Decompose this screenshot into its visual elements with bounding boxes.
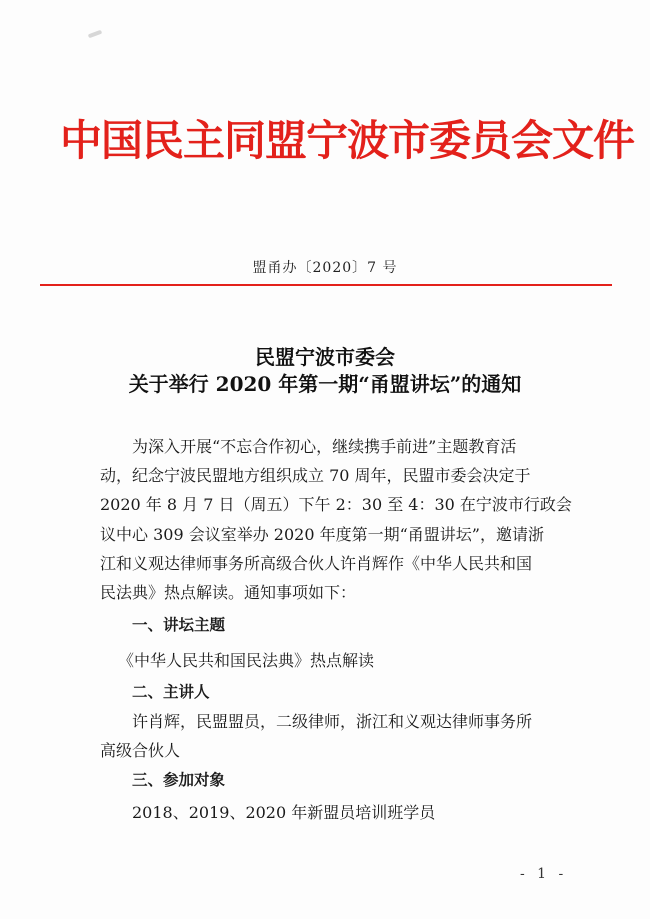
document-number: 盟甬办〔2020〕7 号 xyxy=(252,260,398,276)
section-text-topic: 《中华人民共和国民法典》热点解读 xyxy=(118,651,375,670)
notice-title-line1: 民盟宁波市委会 xyxy=(255,345,395,369)
header-divider xyxy=(40,284,612,286)
section-heading-speaker: 二、主讲人 xyxy=(132,683,210,701)
section-heading-topic: 一、讲坛主题 xyxy=(132,616,226,634)
document-header-title: 中国民主同盟宁波市委员会文件 xyxy=(60,116,635,165)
intro-line-4: 议中心 309 会议室举办 2020 年度第一期“甬盟讲坛”，邀请浙 xyxy=(100,525,544,544)
intro-line-1: 为深入开展“不忘合作初心，继续携手前进”主题教育活 xyxy=(132,437,517,456)
section-text-speaker-line1: 许肖辉，民盟盟员，二级律师，浙江和义观达律师事务所 xyxy=(132,712,533,731)
section-heading-attendees: 三、参加对象 xyxy=(132,771,226,789)
notice-title-line2: 关于举行 2020 年第一期“甬盟讲坛”的通知 xyxy=(128,372,522,396)
intro-line-6: 民法典》热点解读。通知事项如下： xyxy=(100,583,357,602)
section-text-attendees: 2018、2019、2020 年新盟员培训班学员 xyxy=(132,803,436,822)
scan-mark xyxy=(88,30,103,39)
intro-line-3: 2020 年 8 月 7 日（周五）下午 2：30 至 4：30 在宁波市行政会 xyxy=(100,495,572,514)
section-text-speaker-line2: 高级合伙人 xyxy=(100,741,181,760)
page-number: - 1 - xyxy=(520,866,568,882)
intro-line-5: 江和义观达律师事务所高级合伙人许肖辉作《中华人民共和国 xyxy=(100,554,533,573)
intro-line-2: 动，纪念宁波民盟地方组织成立 70 周年，民盟市委会决定于 xyxy=(100,466,531,485)
